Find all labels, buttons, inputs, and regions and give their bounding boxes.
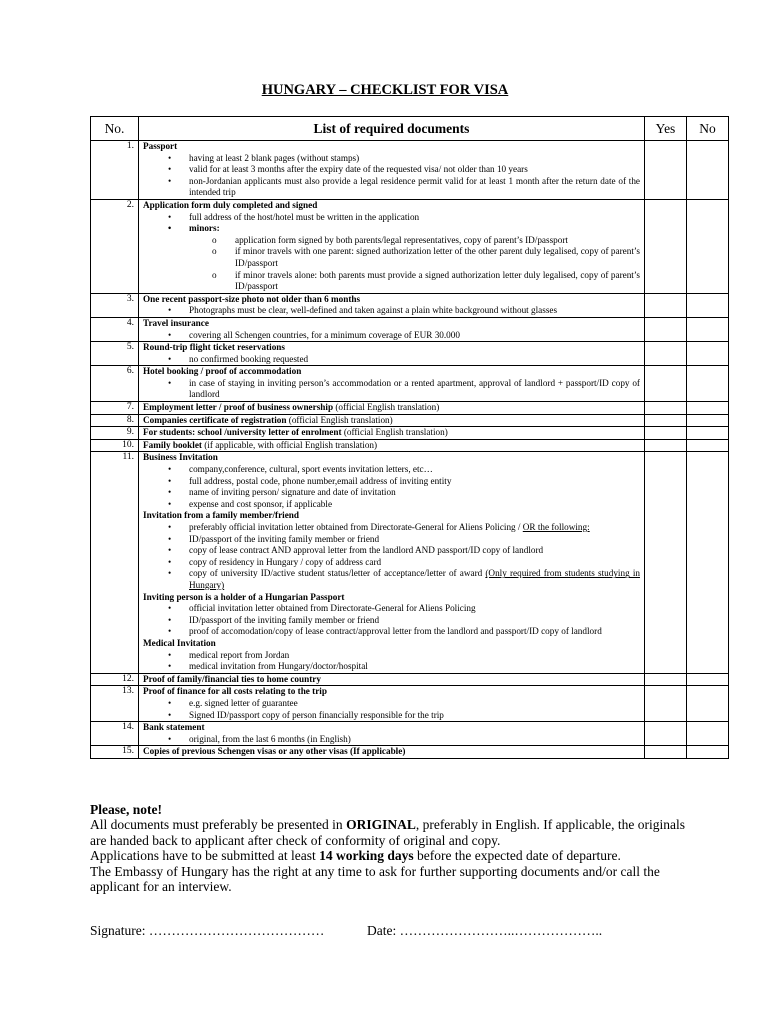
bullet-text: Photographs must be clear, well-defined and taken against a plain white background without glasses: [189, 305, 558, 316]
row-number: 1.: [91, 141, 139, 200]
bullet-item-list: [143, 603, 640, 638]
no-checkbox-cell[interactable]: [687, 366, 729, 402]
bullet-text: if minor travels with one parent: signed authorization letter of the other parent duly legalised, copy of parent’s ID/passport: [235, 246, 640, 268]
row-number: 9.: [91, 427, 139, 440]
bullet-item: [189, 223, 640, 235]
bullet-item: [189, 626, 640, 638]
bullet-text: covering all Schengen countries, for a minimum coverage of EUR 30.000: [189, 329, 460, 340]
table-row: [91, 452, 729, 673]
yes-checkbox-cell[interactable]: [645, 293, 687, 317]
section-title: Inviting person is a holder of a Hungarian Passport: [143, 591, 345, 602]
yes-checkbox-cell[interactable]: [645, 439, 687, 452]
bullet-item: [189, 534, 640, 546]
document-note: (official English translation): [341, 427, 448, 438]
bullet-item-list: [143, 354, 640, 366]
row-number: 4.: [91, 317, 139, 341]
table-header-row: [91, 117, 729, 141]
row-documents: [139, 427, 645, 440]
bullet-item: [189, 164, 640, 176]
yes-checkbox-cell[interactable]: [645, 366, 687, 402]
bullet-item: [189, 499, 640, 511]
document-name: Employment letter / proof of business ownership: [143, 402, 334, 413]
no-checkbox-cell[interactable]: [687, 673, 729, 686]
bullet-item-list: [143, 330, 640, 342]
no-checkbox-cell[interactable]: [687, 342, 729, 366]
bullet-item: [189, 354, 640, 366]
notes-section: [90, 802, 690, 894]
bullet-item: [189, 378, 640, 401]
document-name: Copies of previous Schengen visas or any other visas (If applicable): [143, 746, 406, 757]
document-name: One recent passport-size photo not older than 6 months: [143, 293, 361, 304]
bullet-item-list: [143, 698, 640, 721]
document-name: Application form duly completed and signed: [143, 199, 318, 210]
document-name: Family booklet: [143, 439, 202, 450]
document-title: [143, 440, 640, 452]
yes-checkbox-cell[interactable]: [645, 141, 687, 200]
bullet-item-list: [143, 153, 640, 199]
row-number: 14.: [91, 722, 139, 746]
bullet-item: [189, 661, 640, 673]
no-checkbox-cell[interactable]: [687, 317, 729, 341]
row-documents: [139, 439, 645, 452]
table-row: [91, 342, 729, 366]
document-name: Travel insurance: [143, 317, 209, 328]
row-documents: [139, 366, 645, 402]
bullet-item: [189, 568, 640, 591]
row-documents: [139, 746, 645, 759]
row-number: 3.: [91, 293, 139, 317]
document-title: [143, 402, 640, 414]
bullet-text: full address of the host/hotel must be written in the application: [189, 211, 420, 222]
document-name: Companies certificate of registration: [143, 414, 287, 425]
row-number: 5.: [91, 342, 139, 366]
no-checkbox-cell[interactable]: [687, 199, 729, 293]
bullet-text: medical report from Jordan: [189, 649, 290, 660]
bullet-text: no confirmed booking requested: [189, 353, 309, 364]
sub-bullet-item-list: [143, 235, 640, 293]
row-documents: [139, 402, 645, 415]
document-title: [143, 415, 640, 427]
row-documents: [139, 317, 645, 341]
row-documents: [139, 414, 645, 427]
document-title: [143, 686, 640, 698]
yes-checkbox-cell[interactable]: [645, 402, 687, 415]
yes-checkbox-cell[interactable]: [645, 673, 687, 686]
note-text: , preferably in English. If applicable, the originals are handed back to applicant after check of conformity of original and copy.: [90, 817, 685, 848]
bullet-item: [189, 710, 640, 722]
row-documents: [139, 293, 645, 317]
yes-checkbox-cell[interactable]: [645, 686, 687, 722]
page-title: HUNGARY – CHECKLIST FOR VISA: [261, 82, 509, 98]
bullet-item: [189, 330, 640, 342]
row-number: 11.: [91, 452, 139, 673]
yes-checkbox-cell[interactable]: [645, 452, 687, 673]
bullet-item: [189, 734, 640, 746]
bullet-item: [189, 603, 640, 615]
bullet-text: ID/passport of the inviting family member or friend: [189, 533, 380, 544]
section-title: Medical Invitation: [143, 637, 216, 648]
bullet-item-list: [143, 464, 640, 510]
document-note: (official English translation): [286, 414, 393, 425]
note-text: Applications have to be submitted at least: [90, 848, 320, 864]
bullet-item-list: [143, 212, 640, 235]
bullet-text: having at least 2 blank pages (without stamps): [189, 152, 360, 163]
bullet-item: [189, 464, 640, 476]
document-title: [143, 294, 640, 306]
row-number: 6.: [91, 366, 139, 402]
bullet-text: expense and cost sponsor, if applicable: [189, 498, 333, 509]
document-title: [143, 427, 640, 439]
yes-checkbox-cell[interactable]: [645, 342, 687, 366]
note-text: before the expected date of departure.: [413, 848, 621, 864]
no-checkbox-cell[interactable]: [687, 402, 729, 415]
bullet-item-list: [143, 378, 640, 401]
bullet-item: [189, 176, 640, 199]
section-title: Business Invitation: [143, 452, 218, 463]
bullet-text: full address, postal code, phone number,email address of inviting entity: [189, 475, 452, 486]
note-emphasis: ORIGINAL: [346, 817, 416, 833]
bullet-item: [189, 522, 640, 534]
row-number: 8.: [91, 414, 139, 427]
table-row: [91, 293, 729, 317]
note-embassy: The Embassy of Hungary has the right at any time to ask for further supporting documents and/or call the applicant for an interview.: [90, 863, 660, 895]
date-line: Date: ……………………..………………..: [367, 923, 603, 938]
bullet-text: minors:: [189, 223, 220, 234]
note-text: All documents must preferably be presented in: [90, 817, 347, 833]
document-name: Bank statement: [143, 722, 205, 733]
table-row: [91, 439, 729, 452]
document-title: [143, 746, 640, 758]
document-title: [143, 200, 640, 212]
document-name: Passport: [143, 141, 178, 151]
bullet-item: [189, 698, 640, 710]
no-checkbox-cell[interactable]: [687, 293, 729, 317]
bullet-item-list: [143, 305, 640, 317]
bullet-item: [189, 476, 640, 488]
bullet-item-list: [143, 734, 640, 746]
no-checkbox-cell[interactable]: [687, 427, 729, 440]
bullet-item-list: [143, 650, 640, 673]
table-row: [91, 414, 729, 427]
bullet-item: [189, 305, 640, 317]
document-name: Round-trip flight ticket reservations: [143, 342, 285, 353]
bullet-text: proof of accomodation/copy of lease contract/approval letter from the landlord and passport/ID copy of landlord: [189, 626, 602, 637]
bullet-text: valid for at least 3 months after the expiry date of the requested visa/ not older than 10 years: [189, 164, 528, 175]
document-name: Proof of family/financial ties to home country: [143, 673, 321, 684]
yes-checkbox-cell[interactable]: [645, 427, 687, 440]
bullet-text: company,conference, cultural, sport events invitation letters, etc…: [189, 464, 433, 475]
header-yes: Yes: [645, 117, 687, 141]
bullet-text: non-Jordanian applicants must also provide a legal residence permit valid for at least 1 month after the return date of the intended trip: [189, 175, 640, 198]
row-documents: [139, 673, 645, 686]
bullet-item: [189, 212, 640, 224]
yes-checkbox-cell[interactable]: [645, 199, 687, 293]
note-heading: Please, note!: [90, 802, 162, 817]
document-title: [143, 366, 640, 378]
bullet-item: [189, 615, 640, 627]
row-documents: [139, 141, 645, 200]
no-checkbox-cell[interactable]: [687, 439, 729, 452]
table-row: [91, 141, 729, 200]
underlined-text: OR the following:: [522, 522, 590, 532]
bullet-text: copy of university ID/active student status/letter of acceptance/letter of award: [189, 568, 486, 579]
document-note: (if applicable, with official English translation): [201, 439, 378, 450]
row-documents: [139, 686, 645, 722]
row-number: 10.: [91, 439, 139, 452]
bullet-item: [189, 487, 640, 499]
bullet-text: if minor travels alone: both parents must provide a signed authorization letter duly legalised, copy of parent’s ID/passport: [235, 269, 640, 292]
table-row: [91, 722, 729, 746]
note-emphasis: 14 working days: [319, 848, 414, 864]
table-row: [91, 686, 729, 722]
checklist-table: [90, 116, 729, 759]
no-checkbox-cell[interactable]: [687, 722, 729, 746]
no-checkbox-cell[interactable]: [687, 452, 729, 673]
bullet-text: medical invitation from Hungary/doctor/hospital: [189, 661, 368, 672]
bullet-item: [189, 557, 640, 569]
bullet-text: copy of residency in Hungary / copy of address card: [189, 556, 382, 567]
document-title: [143, 318, 640, 330]
document-title: [143, 342, 640, 354]
yes-checkbox-cell[interactable]: [645, 414, 687, 427]
row-documents: [139, 199, 645, 293]
row-number: 2.: [91, 199, 139, 293]
document-name: Hotel booking / proof of accommodation: [143, 366, 302, 377]
table-row: [91, 199, 729, 293]
document-title: [143, 674, 640, 686]
bullet-item: [189, 650, 640, 662]
bullet-text: in case of staying in inviting person’s accommodation or a rented apartment, approval of landlord + passport/ID copy of landlord: [189, 377, 640, 400]
bullet-item: [189, 545, 640, 557]
sub-bullet-item: [235, 270, 640, 293]
bullet-text: name of inviting person/ signature and date of invitation: [189, 487, 396, 498]
table-row: [91, 317, 729, 341]
header-no-answer: No: [687, 117, 729, 141]
table-row: [91, 746, 729, 759]
no-checkbox-cell[interactable]: [687, 686, 729, 722]
row-number: 13.: [91, 686, 139, 722]
bullet-text: Signed ID/passport copy of person financially responsible for the trip: [189, 709, 444, 720]
bullet-text: application form signed by both parents/legal representatives, copy of parent’s ID/passport: [235, 234, 568, 245]
yes-checkbox-cell[interactable]: [645, 317, 687, 341]
header-no: No.: [91, 117, 139, 141]
bullet-text: ID/passport of the inviting family member or friend: [189, 614, 380, 625]
no-checkbox-cell[interactable]: [687, 414, 729, 427]
document-title: [143, 141, 640, 153]
underlined-text: (Only required from students studying in Hungary): [189, 568, 640, 590]
bullet-text: preferably official invitation letter obtained from Directorate-General for Aliens Policing /: [189, 522, 523, 532]
sub-bullet-item: [235, 235, 640, 247]
note-originals: [90, 817, 690, 848]
note-deadline: [90, 848, 690, 863]
sub-bullet-item: [235, 246, 640, 269]
row-number: 7.: [91, 402, 139, 415]
bullet-text: original, from the last 6 months (in English): [189, 733, 351, 744]
table-row: [91, 427, 729, 440]
no-checkbox-cell[interactable]: [687, 746, 729, 759]
table-row: [91, 366, 729, 402]
document-title: [143, 722, 640, 734]
document-name: Proof of finance for all costs relating to the trip: [143, 686, 327, 697]
section-title: Invitation from a family member/friend: [143, 510, 299, 521]
signature-line: Signature: …………………………………: [90, 923, 325, 938]
row-number: 15.: [91, 746, 139, 759]
header-documents: List of required documents: [139, 117, 645, 141]
row-number: 12.: [91, 673, 139, 686]
no-checkbox-cell[interactable]: [687, 141, 729, 200]
bullet-item: [189, 153, 640, 165]
bullet-item-list: [143, 522, 640, 592]
table-row: [91, 402, 729, 415]
bullet-text: e.g. signed letter of guarantee: [189, 697, 298, 708]
row-documents: [139, 722, 645, 746]
yes-checkbox-cell[interactable]: [645, 746, 687, 759]
document-name: For students: school /university letter of enrolment: [143, 427, 342, 438]
row-documents: [139, 342, 645, 366]
yes-checkbox-cell[interactable]: [645, 722, 687, 746]
table-row: [91, 673, 729, 686]
bullet-text: copy of lease contract AND approval letter from the landlord AND passport/ID copy of landlord: [189, 545, 544, 556]
document-note: (official English translation): [333, 402, 440, 413]
bullet-text: official invitation letter obtained from Directorate-General for Aliens Policing: [189, 603, 476, 614]
row-documents: [139, 452, 645, 673]
